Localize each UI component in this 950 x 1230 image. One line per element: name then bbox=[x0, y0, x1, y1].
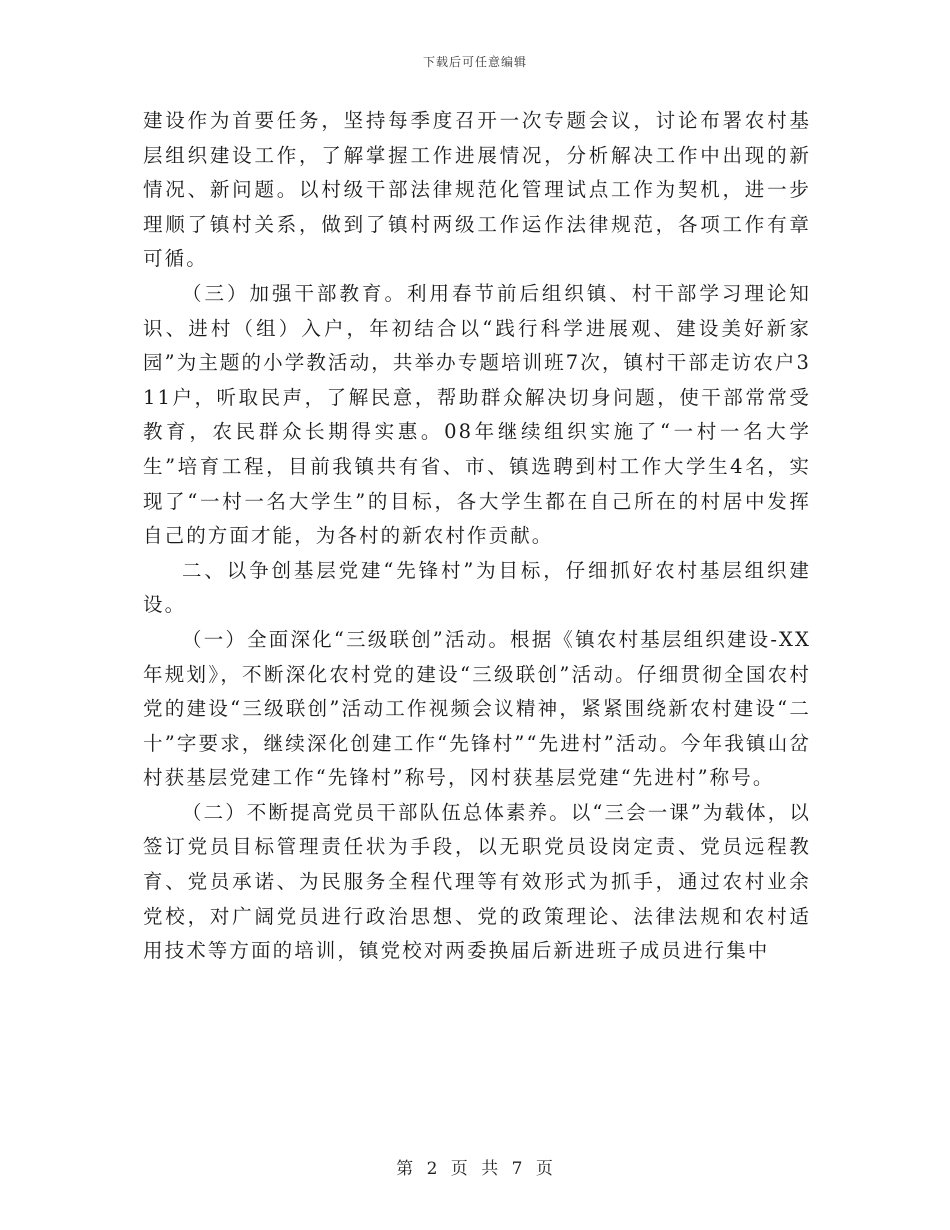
page-number-footer: 第 2 页 共 7 页 bbox=[396, 1159, 554, 1179]
document-body bbox=[143, 104, 811, 969]
paragraph-cadre-education: （三）加强干部教育。利用春节前后组织镇、村干部学习理论知识、进村（组）入户，年初结合以“践行科学进展观、建设美好新家园”为主题的小学教活动，共举办专题培训班7次，镇村干部走访农户311户，听取民声，了解民意，帮助群众解决切身问题，使干部常常受教育，农民群众长期得实惠。08年继续组织实施了“一村一名大学生”培育工程，目前我镇共有省、市、镇选聘到村工作大学生4名，实现了“一村一名大学生”的目标，各大学生都在自己所在的村居中发挥自己的方面才能，为各村的新农村作贡献。 bbox=[143, 281, 811, 548]
paragraph-section-two-heading: 二、以争创基层党建“先锋村”为目标，仔细抓好农村基层组织建设。 bbox=[143, 558, 811, 617]
paragraph-three-level-campaign: （一）全面深化“三级联创”活动。根据《镇农村基层组织建设-XX年规划》，不断深化农村党的建设“三级联创”活动。仔细贯彻全国农村党的建设“三级联创”活动工作视频会议精神，紧紧围绕新农村建设“二十”字要求，继续深化创建工作“先锋村”“先进村”活动。今年我镇山岔村获基层党建工作“先锋村”称号，冈村获基层党建“先进村”称号。 bbox=[143, 627, 811, 790]
page-header: 下载后可任意编辑 bbox=[422, 55, 527, 69]
paragraph-continuation: 建设作为首要任务，坚持每季度召开一次专题会议，讨论布署农村基层组织建设工作，了解掌握工作进展情况，分析解决工作中出现的新情况、新问题。以村级干部法律规范化管理试点工作为契机，进一步理顺了镇村关系，做到了镇村两级工作运作法律规范，各项工作有章可循。 bbox=[143, 109, 811, 271]
paragraph-party-member-quality: （二）不断提高党员干部队伍总体素养。以“三会一课”为载体，以签订党员目标管理责任状为手段，以无职党员设岗定责、党员远程教育、党员承诺、为民服务全程代理等有效形式为抓手，通过农村业余党校，对广阔党员进行政治思想、党的政策理论、法律法规和农村适用技术等方面的培训，镇党校对两委换届后新进班子成员进行集中 bbox=[143, 800, 811, 963]
